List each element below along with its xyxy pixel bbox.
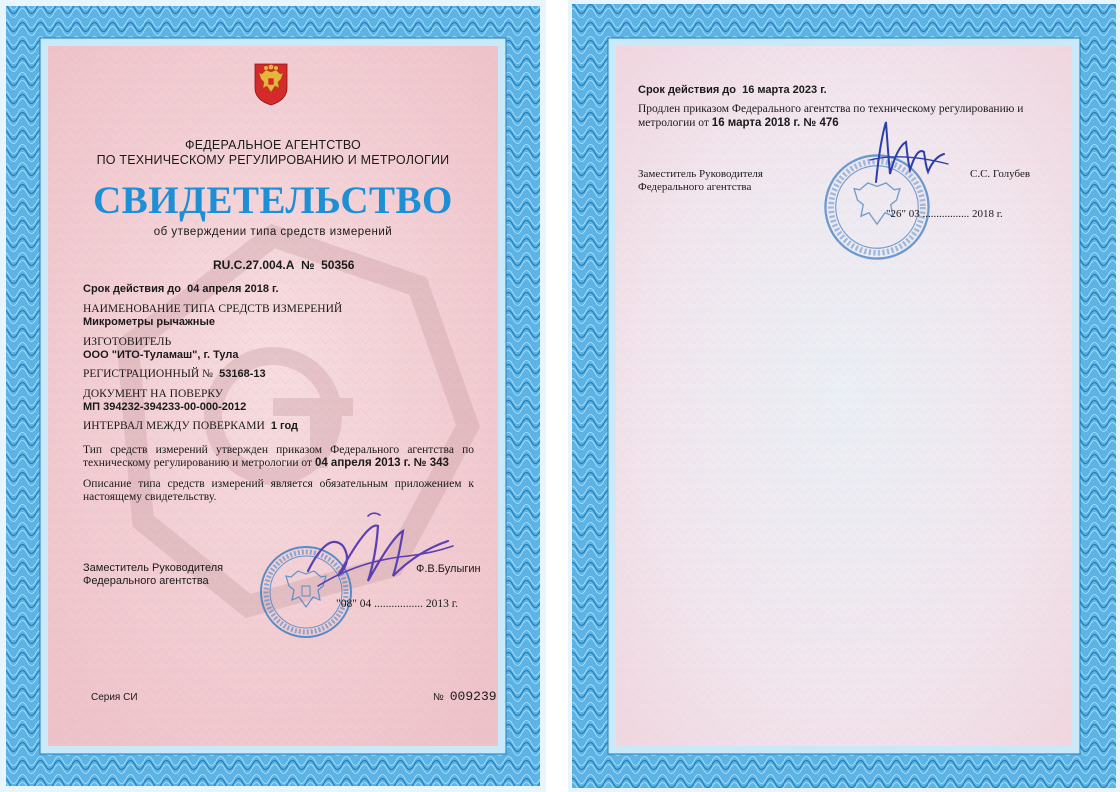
description-paragraph: Описание типа средств измерений является обязательным приложением к настоящему свидетельству. — [83, 478, 474, 503]
form-number-line — [433, 689, 497, 704]
approval-paragraph — [83, 444, 474, 470]
extended-validity-label: Срок действия до — [638, 84, 737, 96]
series-label: Серия СИ — [91, 692, 138, 703]
validity-line — [83, 283, 279, 296]
manufacturer-label: ИЗГОТОВИТЕЛЬ — [83, 336, 172, 348]
certificate-body — [48, 46, 498, 746]
extension-paragraph — [638, 102, 1032, 130]
extension-text: Продлен приказом Федерального агентства по техническому регулированию и метрологии от — [638, 103, 1024, 129]
signer-name: Ф.В.Булыгин — [416, 563, 481, 575]
certificate-back-page — [568, 0, 1120, 792]
signer-title-line1: Заместитель Руководителя — [83, 562, 224, 574]
extended-validity-date: 16 марта 2023 г. — [742, 84, 827, 96]
extended-validity-line — [638, 84, 827, 96]
certificate-front-page — [0, 0, 546, 792]
document-subtitle: об утверждении типа средств измерений — [153, 226, 393, 238]
signer-title-line1: Заместитель Руководителя — [638, 168, 763, 180]
interval-line — [83, 420, 298, 433]
type-name-label: НАИМЕНОВАНИЕ ТИПА СРЕДСТВ ИЗМЕРЕНИЙ — [83, 303, 343, 315]
agency-name-line2: ПО ТЕХНИЧЕСКОМУ РЕГУЛИРОВАНИЮ И МЕТРОЛОГИИ — [96, 153, 450, 167]
extension-date: 16 марта 2018 г. № 476 — [711, 117, 839, 129]
handwritten-signature-icon — [862, 112, 952, 192]
manufacturer-value: ООО "ИТО-Туламаш", г. Тула — [83, 349, 239, 361]
signer-name: С.С. Голубев — [970, 168, 1031, 180]
form-number-sign: № — [433, 692, 444, 703]
registration-label: РЕГИСТРАЦИОННЫЙ № — [83, 368, 214, 380]
registration-line — [83, 368, 266, 381]
number-sign: № — [301, 258, 315, 272]
approval-text: Тип средств измерений утвержден приказом Федерального агентства по техническому регулированию и метрологии от — [83, 444, 474, 469]
signer-title-line2: Федерального агентства — [638, 181, 752, 193]
signature-date-line: "26" 03 ................. 2018 г. — [886, 208, 1003, 220]
registration-value: 53168-13 — [219, 368, 266, 380]
document-title: СВИДЕТЕЛЬСТВО — [93, 179, 453, 222]
signature-date-line: "08" 04 ................. 2013 г. — [336, 598, 459, 610]
approval-date: 04 апреля 2013 г. № 343 — [314, 457, 449, 469]
certificate-number: 50356 — [321, 258, 355, 272]
validity-date: 04 апреля 2018 г. — [187, 283, 279, 295]
certificate-back-body — [616, 46, 1072, 746]
signer-title — [83, 562, 223, 588]
verification-doc-value: МП 394232-394233-00-000-2012 — [83, 401, 247, 413]
interval-value: 1 год — [270, 420, 299, 432]
interval-label: ИНТЕРВАЛ МЕЖДУ ПОВЕРКАМИ — [83, 420, 265, 432]
verification-doc-label: ДОКУМЕНТ НА ПОВЕРКУ — [83, 388, 223, 400]
agency-name-line1: ФЕДЕРАЛЬНОЕ АГЕНТСТВО — [185, 138, 361, 152]
signer-title — [638, 168, 763, 194]
certificate-number-line — [213, 258, 354, 272]
type-name-value: Микрометры рычажные — [83, 316, 215, 328]
signer-title-line2: Федерального агентства — [83, 575, 209, 587]
russian-coat-of-arms-icon — [254, 62, 288, 106]
validity-label: Срок действия до — [83, 283, 182, 295]
form-number: 009239 — [449, 689, 497, 704]
handwritten-signature-icon — [298, 501, 458, 601]
certificate-code: RU.C.27.004.A — [213, 258, 295, 272]
